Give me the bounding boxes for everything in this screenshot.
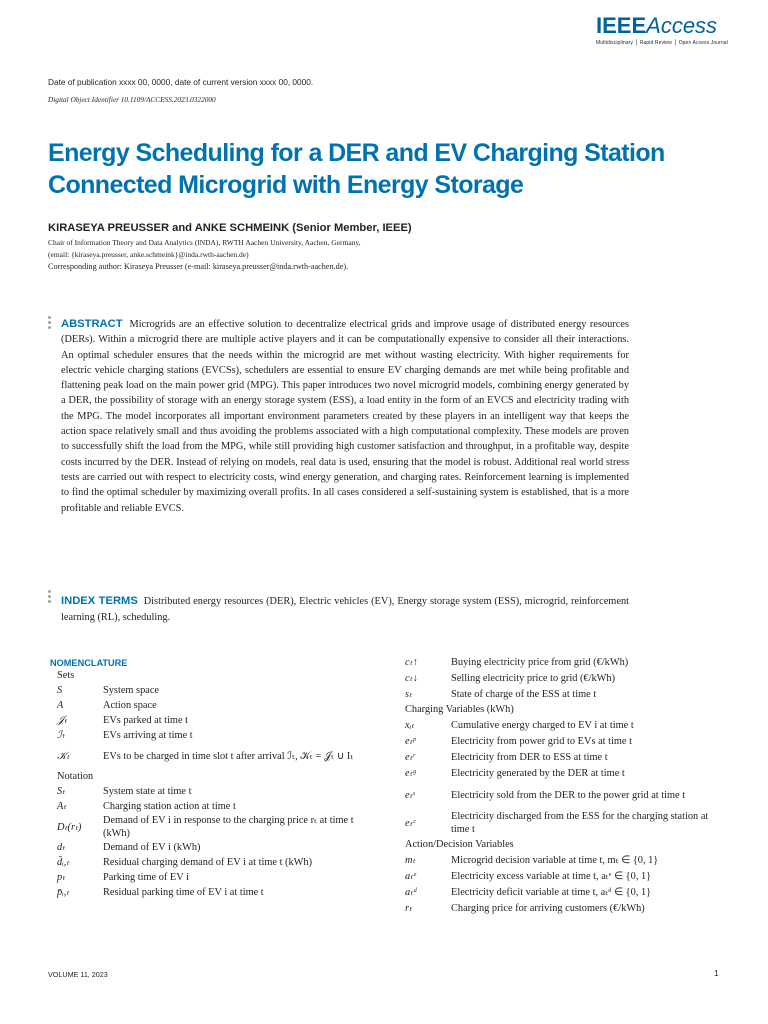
nomenclature-description: Demand of EV i in response to the charging price rₜ at time t (kWh) [103,815,354,839]
nomenclature-symbol: ℐₜ [57,730,65,741]
nomenclature-symbol: eₜᶜ [405,817,416,829]
nomenclature-symbol: aₜᵉ [405,870,416,882]
nomenclature-description: Electricity sold from the DER to the power grid at time t [451,789,686,801]
index-terms-label: INDEX TERMS [61,595,138,607]
nomenclature-description: Residual charging demand of EV i at time t (kWh) [103,857,313,868]
nomenclature-row [405,733,725,749]
volume-label: VOLUME 11, 2023 [48,970,108,979]
logo-ieee: IEEE [596,13,647,38]
abstract-label: ABSTRACT [61,318,123,330]
nomenclature-description: Charging station action at time t [103,801,236,812]
nomenclature-symbol: sₜ [405,688,413,700]
nomenclature-row [405,884,725,900]
nomenclature-symbol: eₜˢ [405,789,415,801]
abstract [61,317,629,516]
affiliation [48,237,361,260]
nomenclature-symbol: 𝒦ₜ [57,750,70,762]
nomenclature-row [405,686,725,702]
nomenclature-symbol: pₜ [57,872,66,883]
nomenclature-description: State of charge of the ESS at time t [451,688,597,700]
nomenclature-symbol: p̄ᵢ,ₜ [57,887,70,898]
nomenclature-section-heading: Charging Variables (kWh) [405,704,514,715]
nomenclature-description: System state at time t [103,786,192,797]
nomenclature-row [57,799,377,814]
nomenclature-row [57,814,377,840]
nomenclature-description: EVs arriving at time t [103,730,193,741]
nomenclature-symbol: Sₜ [57,786,66,797]
logo-tagline: Multidisciplinary ⎪ Rapid Review ⎪ Open Access Journal [596,40,728,46]
nomenclature-row [57,870,377,885]
nomenclature-row [57,885,377,900]
index-dots-icon [48,590,51,605]
index-terms [61,594,629,625]
nomenclature-description: EVs to be charged in time slot t after arrival ℐₜ, 𝒦ₜ = 𝒥ₜ ∪ Iₜ [103,750,354,762]
abstract-dots-icon [48,316,51,331]
nomenclature-symbol: cₜ↓ [405,672,418,684]
nomenclature-symbol: dₜ [57,842,66,853]
nomenclature-row [405,654,725,670]
nomenclature-row [57,855,377,870]
nomenclature-row [405,781,725,809]
nomenclature-description: Microgrid decision variable at time t, mₜ ∈ {0, 1} [451,854,659,866]
nomenclature-row [57,840,377,855]
nomenclature-description: Electricity from power grid to EVs at time t [451,735,632,747]
nomenclature-row [405,670,725,686]
paper-title: Energy Scheduling for a DER and EV Charging Station Connected Microgrid with Energy Storage [48,139,665,199]
publication-date: Date of publication xxxx 00, 0000, date of current version xxxx 00, 0000. [48,77,314,87]
nomenclature-row [405,809,725,837]
page-number: 1 [714,968,719,978]
nomenclature-description: Demand of EV i (kWh) [103,842,201,853]
nomenclature-section-heading: Action/Decision Variables [405,839,514,850]
nomenclature-row [405,900,725,916]
nomenclature-description: Electricity from DER to ESS at time t [451,751,608,763]
nomenclature-symbol: xᵢₜ [405,719,415,731]
journal-logo [596,13,728,54]
nomenclature-symbol: mₜ [405,854,416,866]
nomenclature-symbol: A [57,700,64,711]
nomenclature-title: NOMENCLATURE [50,658,128,668]
nomenclature-symbol: Dₜ(rₜ) [57,821,82,833]
nomenclature-symbol: 𝒥ₜ [57,715,68,726]
nomenclature-description: Selling electricity price to grid (€/kWh) [451,672,616,684]
affiliation-line: Chair of Information Theory and Data Analytics (INDA), RWTH Aachen University, Aachen, Germany, [48,238,361,247]
nomenclature-description: Action space [103,700,157,711]
index-terms-text: Distributed energy resources (DER), Electric vehicles (EV), Energy storage system (ESS), microgrid, reinforcement learning (RL), scheduling. [61,596,629,623]
nomenclature-symbol: eₜᵖ [405,735,416,747]
nomenclature-symbol: eₜᵍ [405,767,416,779]
nomenclature-description: Buying electricity price from grid (€/kWh) [451,656,629,668]
nomenclature-section-heading: Sets [57,670,75,681]
nomenclature-description: EVs parked at time t [103,715,189,726]
nomenclature-description: System space [103,685,160,696]
nomenclature-symbol: aₜᵈ [405,886,417,898]
nomenclature-description: Electricity generated by the DER at time t [451,767,625,779]
nomenclature-row [57,728,377,743]
nomenclature-row [405,717,725,733]
nomenclature-section-heading: Notation [57,771,94,782]
abstract-text: Microgrids are an effective solution to decentralize electrical grids and improve usage of distributed energy resources (DERs). Within a microgrid there are multiple active players and it can be computationally expensive to consider all their interactions. An optimal scheduler ensures that the needs within the microgrid are met without wasting electricity. With higher requirements for electric vehicle charging stations (EVCSs), schedulers are essential to ensure EV charging demands are met while being profitable and flattening peak load on the main power grid (MPG). This paper introduces two novel microgrid models, combining energy generated by a DER, the possibility of storage with an energy storage system (ESS), a load entity in the form of an EVCS and electricity trading with the MPG. The model incorporates all important environment parameters created by these players in an intelligent way that keeps the action space relatively small and thus avoiding the problems associated with a high computational complexity. These models are proven to successfully shift the load from the MPG, while still providing high customer satisfaction and throughput, in a profitable way, despite costs incurred by the DER. Instead of relying on models, real data is used, ensuring that the model is robust. Additional real world stress tests are carried out with respect to electricity costs, wind energy generation, and charging rates. Reinforcement learning is implemented to find the optimal scheduler by maximizing overall profits. In all cases considered a self-sustaining system is established, that is a more profitable and reliable EVCS. [61,319,629,514]
nomenclature-row [57,743,377,769]
nomenclature-row [57,784,377,799]
nomenclature-description: Cumulative energy charged to EV i at time t [451,719,634,731]
nomenclature-description: Electricity discharged from the ESS for the charging station at time t [451,811,709,835]
nomenclature-row [405,765,725,781]
nomenclature-symbol: rₜ [405,902,413,914]
nomenclature-symbol: eₜʳ [405,751,415,763]
nomenclature-row [405,852,725,868]
nomenclature-symbol: cₜ↑ [405,656,418,668]
nomenclature-left-column [57,668,377,900]
author-list: KIRASEYA PREUSSER and ANKE SCHMEINK (Senior Member, IEEE) [48,222,412,234]
nomenclature-description: Residual parking time of EV i at time t [103,887,264,898]
nomenclature-symbol: d̄ᵢ,ₜ [57,857,70,868]
nomenclature-row [57,698,377,713]
nomenclature-symbol: Aₜ [57,801,67,812]
nomenclature-row [405,749,725,765]
nomenclature-symbol: S [57,685,63,696]
nomenclature-row [57,713,377,728]
logo-access: Access [646,13,718,38]
nomenclature-description: Charging price for arriving customers (€/kWh) [451,902,645,914]
nomenclature-description: Parking time of EV i [103,872,189,883]
doi-line: Digital Object Identifier 10.1109/ACCESS.2023.0322000 [48,95,216,104]
corresponding-author: Corresponding author: Kiraseya Preusser (e-mail: kiraseya.preusser@inda.rwth-aachen.de). [48,262,349,271]
nomenclature-row [405,868,725,884]
nomenclature-description: Electricity excess variable at time t, aₜᵉ ∈ {0, 1} [451,870,652,882]
nomenclature-row [57,683,377,698]
affiliation-email: (email: {kiraseya.preusser, anke.schmeink}@inda.rwth-aachen.de) [48,249,249,259]
nomenclature-right-column [405,654,725,916]
nomenclature-description: Electricity deficit variable at time t, aₜᵈ ∈ {0, 1} [451,886,652,898]
